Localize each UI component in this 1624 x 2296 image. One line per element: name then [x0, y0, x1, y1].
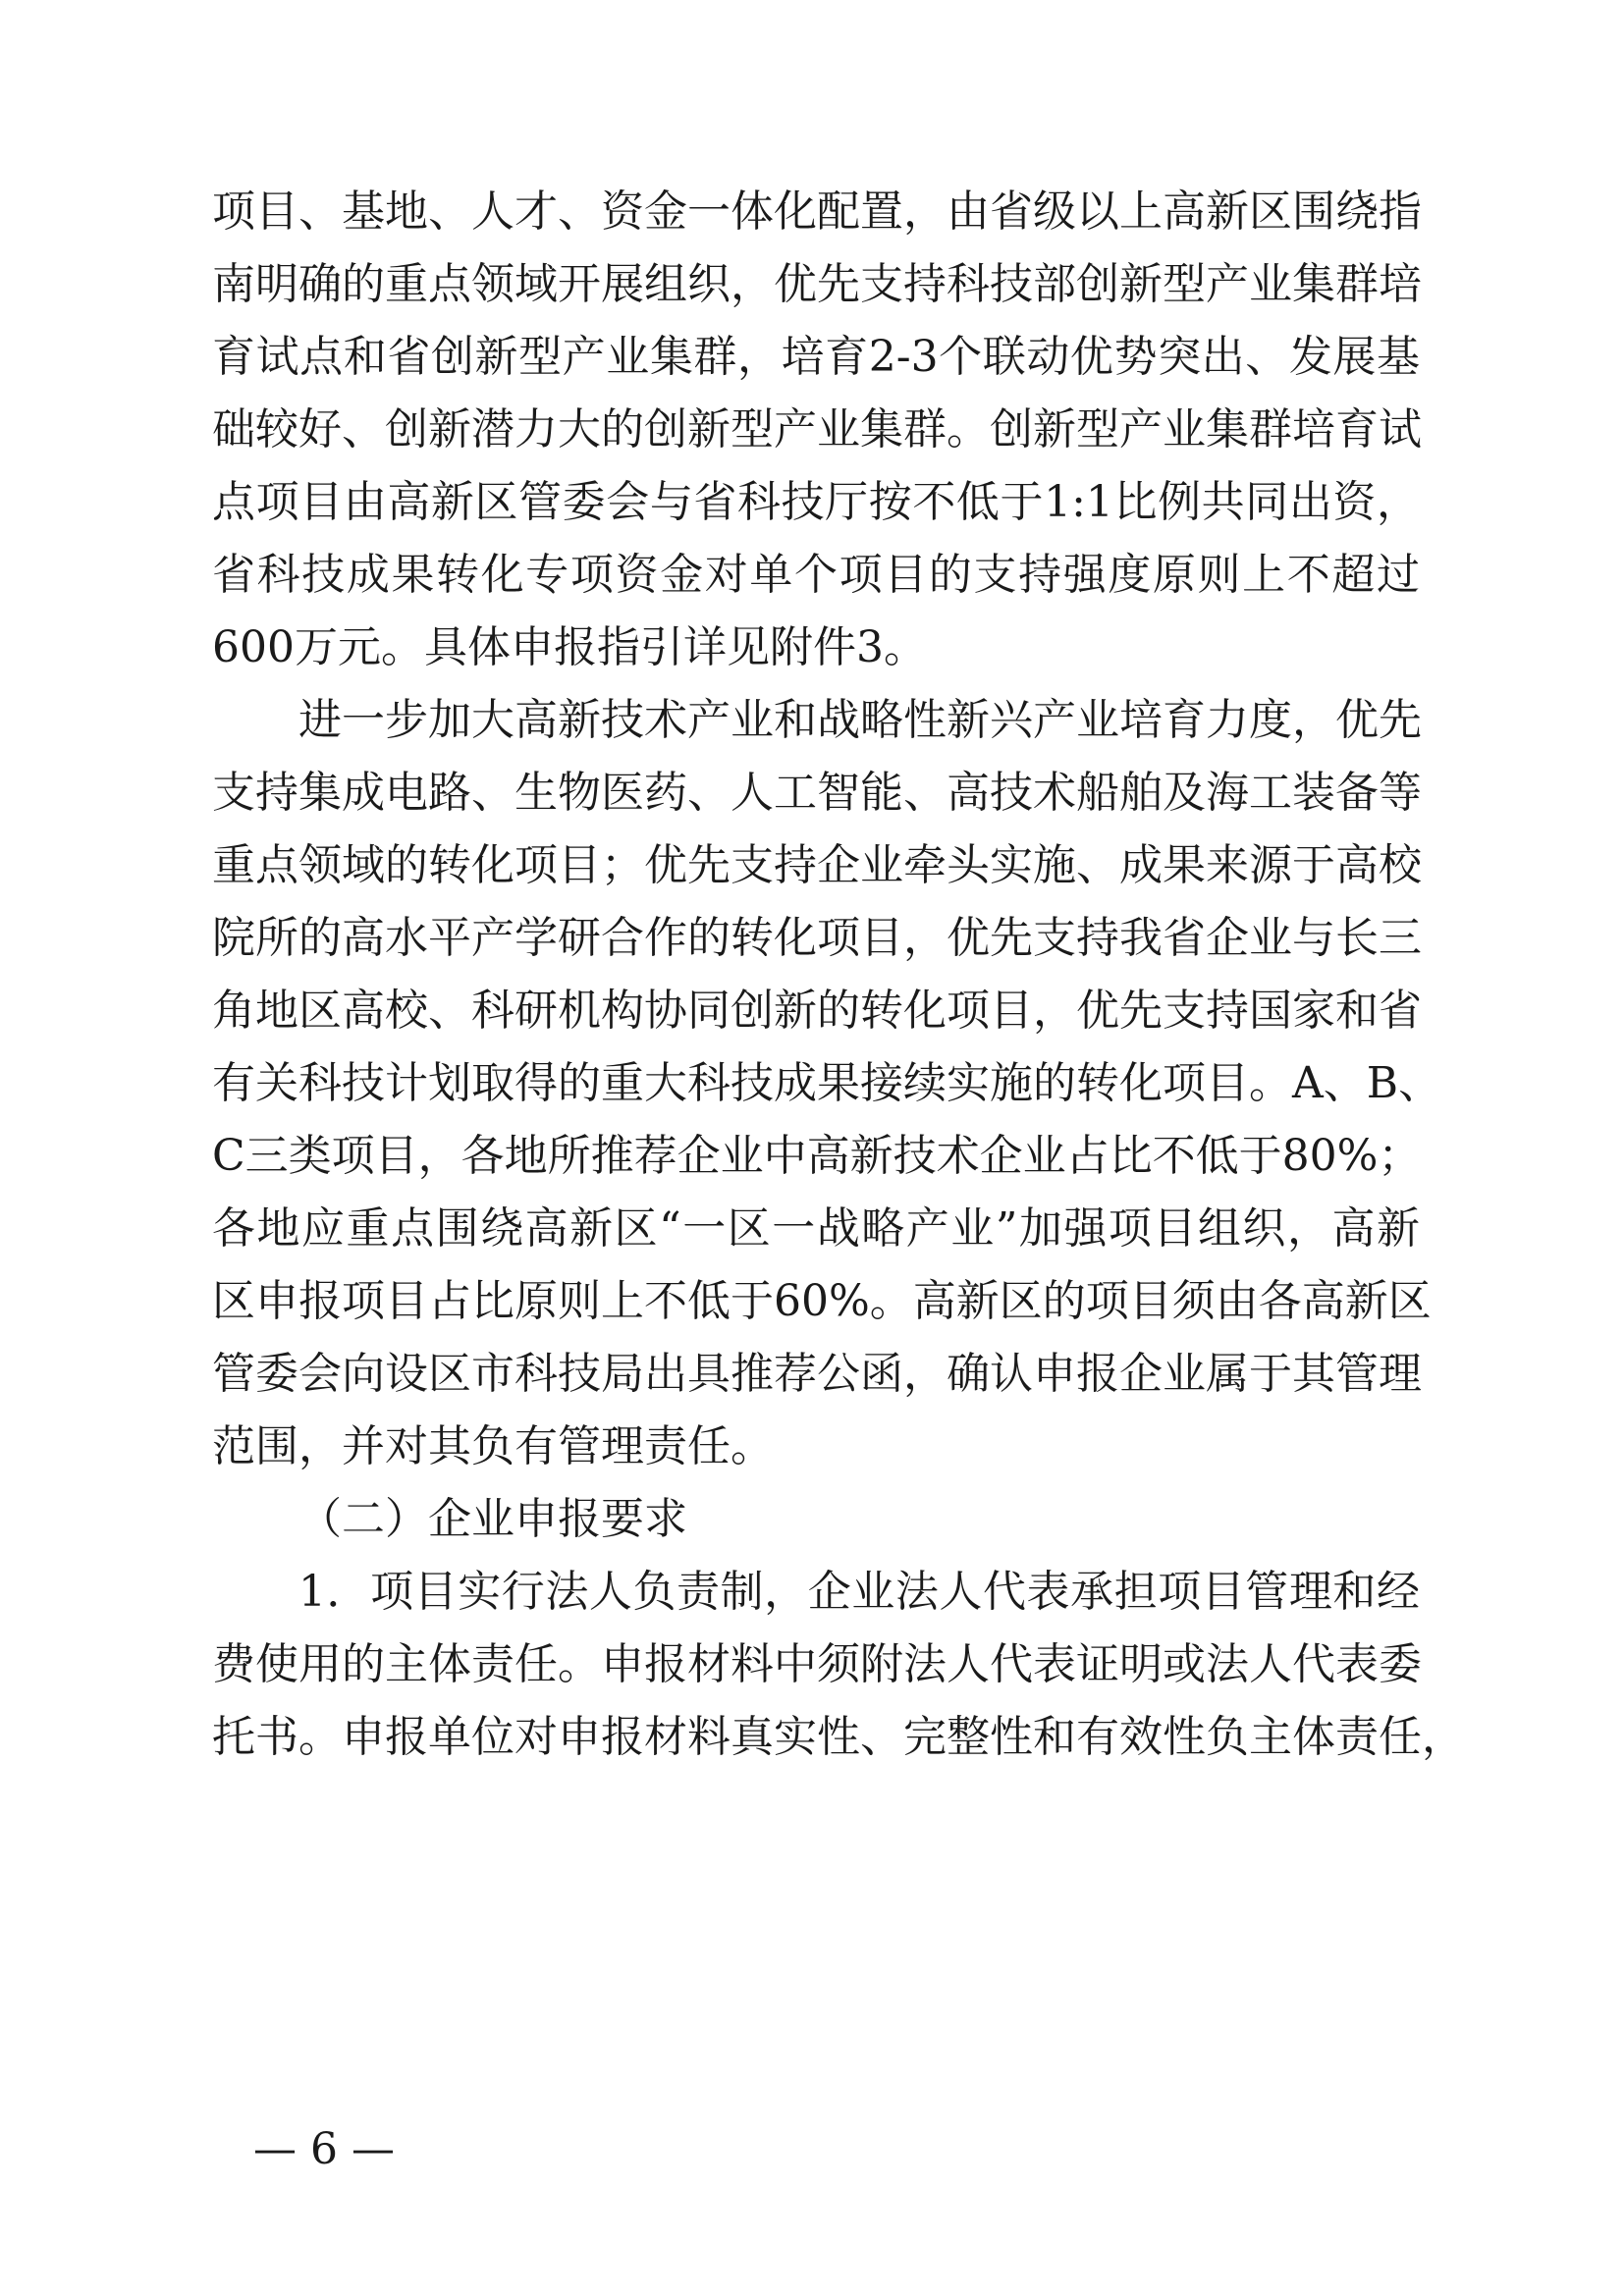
- body-text-line: C三类项目，各地所推荐企业中高新技术企业占比不低于80%；: [212, 1131, 1422, 1181]
- paragraph-first-line: 进一步加大高新技术产业和战略性新兴产业培育力度，优先: [298, 695, 1422, 745]
- body-text-line: 范围，并对其负有管理责任。: [212, 1421, 774, 1471]
- body-text-line: 项目、基地、人才、资金一体化配置，由省级以上高新区围绕指: [212, 187, 1422, 237]
- body-text-line: 础较好、创新潜力大的创新型产业集群。创新型产业集群培育试: [212, 404, 1422, 454]
- body-text-line: 托书。申报单位对申报材料真实性、完整性和有效性负主体责任，: [212, 1712, 1465, 1762]
- section-heading: （二）企业申报要求: [298, 1494, 687, 1544]
- body-text-line: 费使用的主体责任。申报材料中须附法人代表证明或法人代表委: [212, 1639, 1422, 1689]
- body-text-line: 管委会向设区市科技局出具推荐公函，确认申报企业属于其管理: [212, 1349, 1422, 1399]
- body-text-line: 重点领域的转化项目；优先支持企业牵头实施、成果来源于高校: [212, 840, 1422, 890]
- body-text-line: 角地区高校、科研机构协同创新的转化项目，优先支持国家和省: [212, 986, 1422, 1036]
- page-number: — 6 —: [253, 2124, 395, 2174]
- body-text-line: 院所的高水平产学研合作的转化项目，优先支持我省企业与长三: [212, 913, 1422, 963]
- body-text-line: 各地应重点围绕高新区“一区一战略产业”加强项目组织，高新: [212, 1203, 1420, 1254]
- body-text-line: 省科技成果转化专项资金对单个项目的支持强度原则上不超过: [212, 550, 1420, 600]
- body-text-line: 支持集成电路、生物医药、人工智能、高技术船舶及海工装备等: [212, 768, 1422, 818]
- body-text-line: 点项目由高新区管委会与省科技厅按不低于1:1比例共同出资，: [212, 477, 1420, 527]
- body-text-line: 有关科技计划取得的重大科技成果接续实施的转化项目。A、B、: [212, 1058, 1442, 1108]
- body-text-line: 区申报项目占比原则上不低于60%。高新区的项目须由各高新区: [212, 1276, 1432, 1326]
- body-text-line: 南明确的重点领域开展组织，优先支持科技部创新型产业集群培: [212, 259, 1422, 309]
- body-text-line: 600万元。具体申报指引详见附件3。: [212, 622, 927, 672]
- body-text-line: 育试点和省创新型产业集群，培育2-3个联动优势突出、发展基: [212, 332, 1420, 382]
- paragraph-first-line: 1．项目实行法人负责制，企业法人代表承担项目管理和经: [298, 1567, 1420, 1617]
